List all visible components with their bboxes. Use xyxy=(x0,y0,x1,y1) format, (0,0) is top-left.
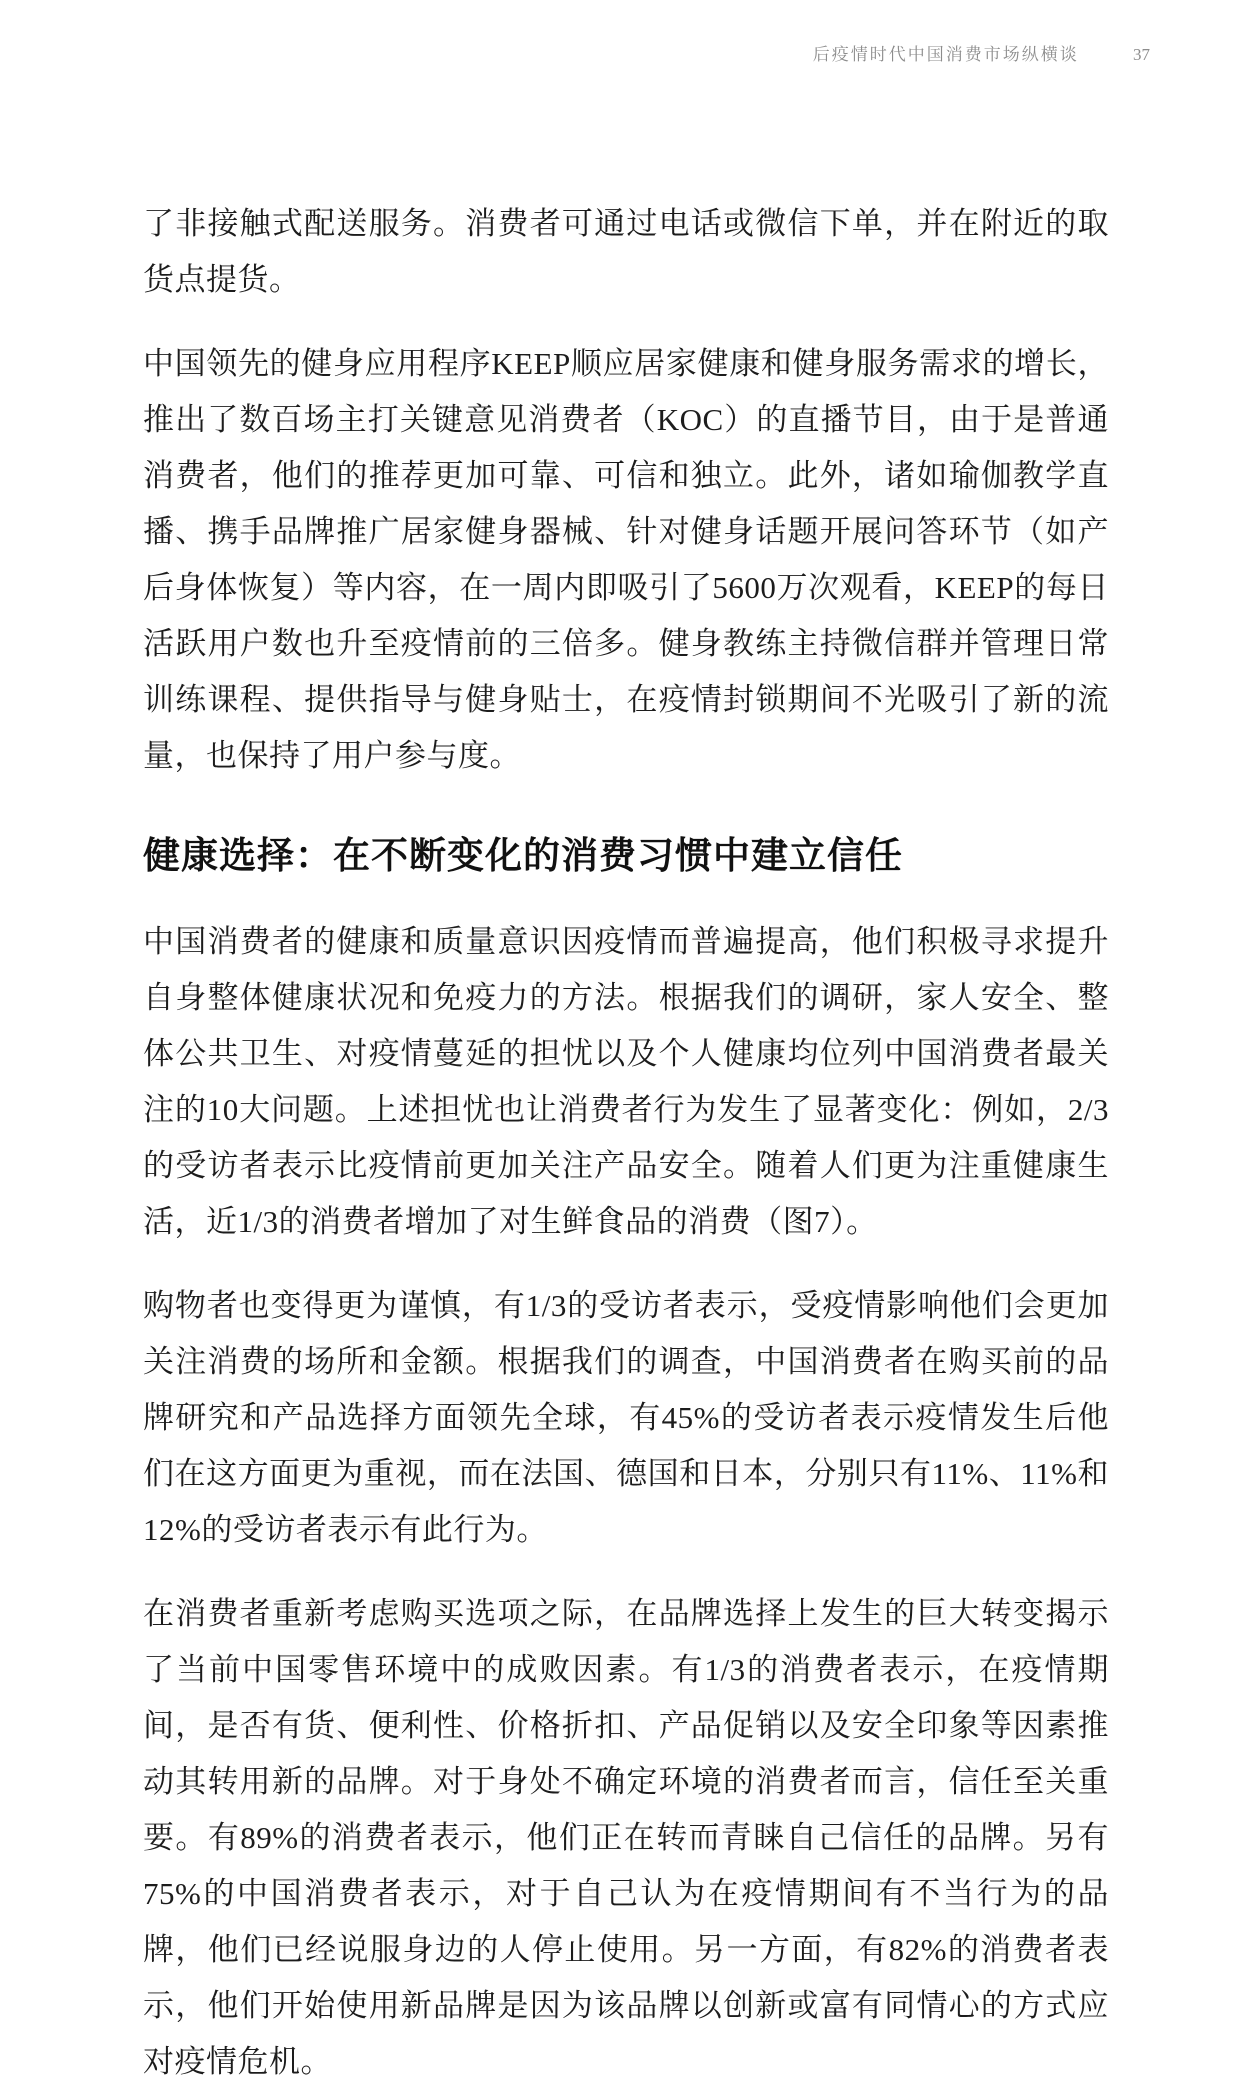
paragraph-cautious-shoppers: 购物者也变得更为谨慎，有1/3的受访者表示，受疫情影响他们会更加关注消费的场所和金额。根据我们的调查，中国消费者在购买前的品牌研究和产品选择方面领先全球，有45%的受访者表示疫情发生后他们在这方面更为重视，而在法国、德国和日本，分别只有11%、11%和12%的受访者表示有此行为。 xyxy=(143,1288,1109,1547)
paragraph-keep-fitness-app: 中国领先的健身应用程序KEEP顺应居家健康和健身服务需求的增长，推出了数百场主打关键意见消费者（KOC）的直播节目，由于是普通消费者，他们的推荐更加可靠、可信和独立。此外，诸如瑜伽教学直播、携手品牌推广居家健身器械、针对健身话题开展问答环节（如产后身体恢复）等内容，在一周内即吸引了5600万次观看，KEEP的每日活跃用户数也升至疫情前的三倍多。健身教练主持微信群并管理日常训练课程、提供指导与健身贴士，在疫情封锁期间不光吸引了新的流量，也保持了用户参与度。 xyxy=(143,346,1109,773)
running-title: 后疫情时代中国消费市场纵横谈 xyxy=(812,45,1079,64)
paragraph-delivery-service: 了非接触式配送服务。消费者可通过电话或微信下单，并在附近的取货点提货。 xyxy=(143,206,1109,297)
page-content xyxy=(143,196,1109,2078)
running-header xyxy=(0,40,1150,65)
section-heading-healthy-choices: 健康选择：在不断变化的消费习惯中建立信任 xyxy=(143,836,903,877)
paragraph-brand-switching: 在消费者重新考虑购买选项之际，在品牌选择上发生的巨大转变揭示了当前中国零售环境中的成败因素。有1/3的消费者表示，在疫情期间，是否有货、便利性、价格折扣、产品促销以及安全印象等因素推动其转用新的品牌。对于身处不确定环境的消费者而言，信任至关重要。有89%的消费者表示，他们正在转而青睐自己信任的品牌。另有75%的中国消费者表示，对于自己认为在疫情期间有不当行为的品牌，他们已经说服身边的人停止使用。另一方面，有82%的消费者表示，他们开始使用新品牌是因为该品牌以创新或富有同情心的方式应对疫情危机。 xyxy=(143,1596,1109,2078)
paragraph-health-awareness: 中国消费者的健康和质量意识因疫情而普遍提高，他们积极寻求提升自身整体健康状况和免疫力的方法。根据我们的调研，家人安全、整体公共卫生、对疫情蔓延的担忧以及个人健康均位列中国消费者最关注的10大问题。上述担忧也让消费者行为发生了显著变化：例如，2/3的受访者表示比疫情前更加关注产品安全。随着人们更为注重健康生活，近1/3的消费者增加了对生鲜食品的消费（图7）。 xyxy=(143,924,1109,1239)
page-number: 37 xyxy=(1133,45,1150,64)
